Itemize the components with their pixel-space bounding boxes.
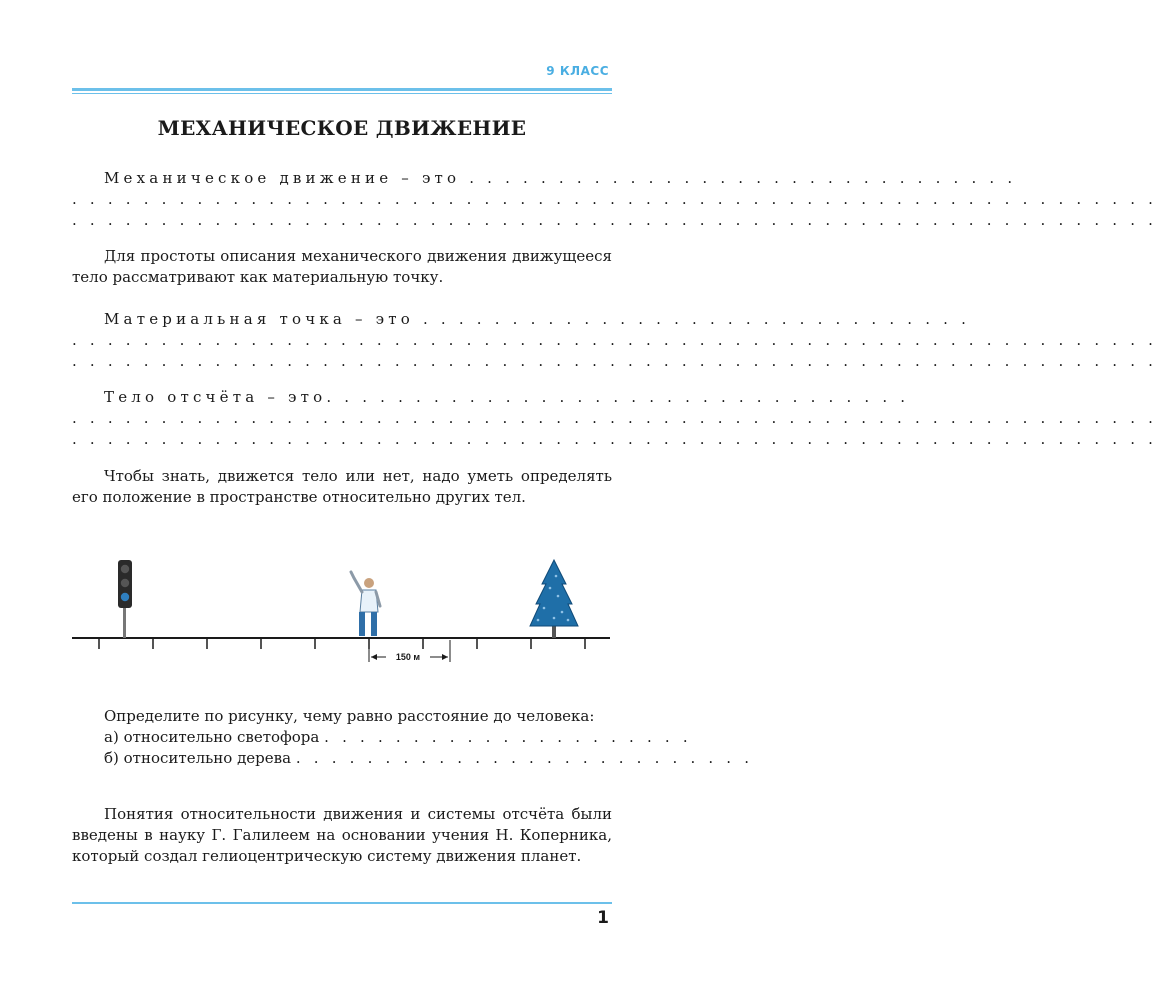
distance-figure [72,548,612,678]
definition-material-point [72,309,1157,372]
answer-dots-line[interactable]: . . . . . . . . . . . . . . . . . . . . . . . . . . . . . . . . . . . . . . . . . . . . . . . . . . . . . . . . . . . . . [72,331,1157,349]
definition-reference-body [72,387,1157,450]
answer-dots-line[interactable]: . . . . . . . . . . . . . . . . . . . . . . . . . . . . . . . . . . . . . . . . . . . . . . . . . . . . . . . . . . . . . [72,409,1157,427]
traffic-light-icon [118,560,132,638]
footer-rule [72,902,612,904]
question-option-b [72,748,754,769]
answer-dots-line[interactable]: . . . . . . . . . . . . . . . . . . . . . . . . . . . . . . . . . . . . . . . . . . . . . . . . . . . . . . . . . . . . . [72,190,1157,208]
definition-label: Материальная точка – это [104,310,415,328]
paragraph-material-point-intro [72,246,612,288]
header-rule-thin [72,93,612,94]
question-text: Определите по рисунку, чему равно расстояние до человека: [104,707,595,725]
header-rule [72,88,612,91]
paragraph-text: Чтобы знать, движется тело или нет, надо уметь определять его положение в пространстве относительно других тел. [72,467,612,506]
answer-dots-line[interactable]: . . . . . . . . . . . . . . . . . . . . . . . . . . . . . . . . . . . . . . . . . . . . . . . . . . . . . . . . . . . . . [72,352,1157,370]
page-title: МЕХАНИЧЕСКОЕ ДВИЖЕНИЕ [157,116,527,140]
paragraph-text: Понятия относительности движения и системы отсчёта были введены в науку Г. Галилеем на основании учения Н. Коперника, который создал гелиоцентрическую систему движения планет. [72,805,612,865]
paragraph-position [72,466,612,508]
tree-icon [530,560,578,638]
answer-dots-line[interactable]: . . . . . . . . . . . . . . . . . . . . . . . . . . . . . . . . . . . . . . . . . . . . . . . . . . . . . . . . . . . . . [72,430,1157,448]
paragraph-text: Для простоты описания механического движения движущееся тело рассматривают как материальную точку. [72,247,612,286]
answer-dots[interactable]: . . . . . . . . . . . . . . . . . . . . . . . . . . . . . . . . . [326,388,910,406]
question-option-a [72,727,692,748]
paragraph-galileo [72,804,612,867]
definition-mechanical-motion [72,168,1157,231]
option-label: а) относительно светофора [104,728,320,746]
question-block [72,706,754,769]
definition-label: Тело отсчёта – это [104,388,327,406]
definition-label: Механическое движение – это [104,169,461,187]
scale-ticks [99,638,585,649]
distance-marker [369,640,450,663]
grade-label: 9 КЛАСС [546,64,609,78]
page-number: 1 [597,908,609,928]
distance-label: 150 м [395,652,421,662]
answer-dots[interactable]: . . . . . . . . . . . . . . . . . . . . . [324,728,692,746]
answer-dots[interactable]: . . . . . . . . . . . . . . . . . . . . . . . . . . . . . . . [469,169,1017,187]
answer-dots-line[interactable]: . . . . . . . . . . . . . . . . . . . . . . . . . . . . . . . . . . . . . . . . . . . . . . . . . . . . . . . . . . . . . [72,211,1157,229]
answer-dots[interactable]: . . . . . . . . . . . . . . . . . . . . . . . . . . [295,749,754,767]
answer-dots[interactable]: . . . . . . . . . . . . . . . . . . . . . . . . . . . . . . . [423,310,971,328]
distance-figure-svg [72,548,612,678]
option-label: б) относительно дерева [104,749,292,767]
person-icon [351,572,380,636]
